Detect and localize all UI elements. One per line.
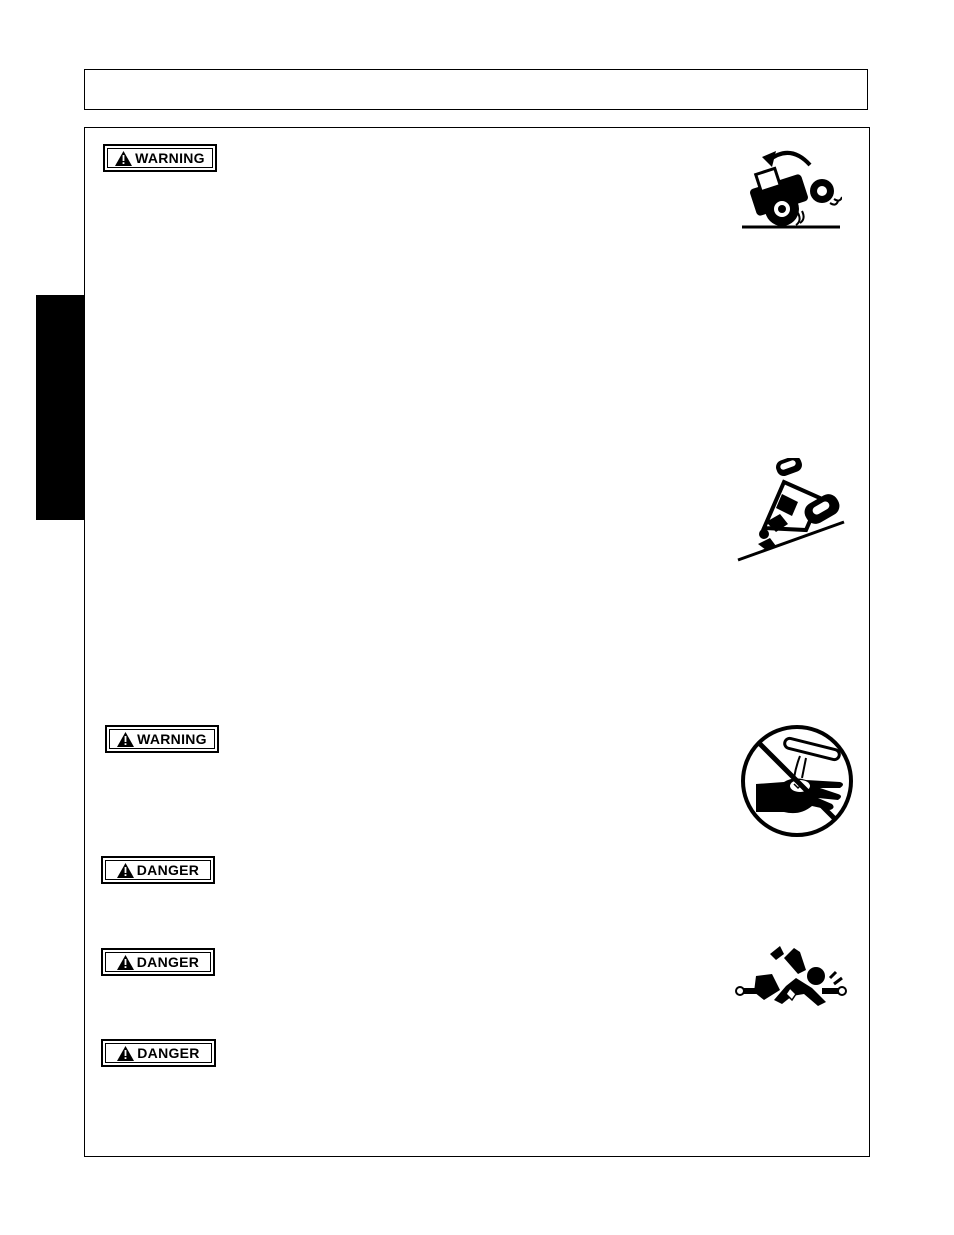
alert-triangle-icon: [117, 863, 134, 878]
section-side-tab: [36, 295, 85, 520]
alert-triangle-icon: [117, 955, 134, 970]
alert-triangle-icon: [117, 732, 134, 747]
danger-label: [101, 948, 215, 976]
tractor-slope-rollover-icon: [736, 458, 846, 562]
danger-label-text: DANGER: [136, 862, 200, 878]
danger-label-text: DANGER: [136, 954, 200, 970]
danger-label: [101, 1039, 216, 1067]
danger-label: [101, 856, 215, 884]
page-header-box: [84, 69, 868, 110]
no-chemical-contact-icon: [740, 724, 854, 838]
alert-triangle-icon: [115, 151, 132, 166]
warning-label-text: WARNING: [135, 150, 205, 166]
warning-label: [103, 144, 217, 172]
tractor-rollover-icon: [738, 143, 842, 231]
warning-label: [105, 725, 219, 753]
warning-label-text: WARNING: [137, 731, 207, 747]
alert-triangle-icon: [117, 1046, 134, 1061]
thrown-from-machine-icon: [734, 944, 848, 1010]
danger-label-text: DANGER: [137, 1045, 200, 1061]
